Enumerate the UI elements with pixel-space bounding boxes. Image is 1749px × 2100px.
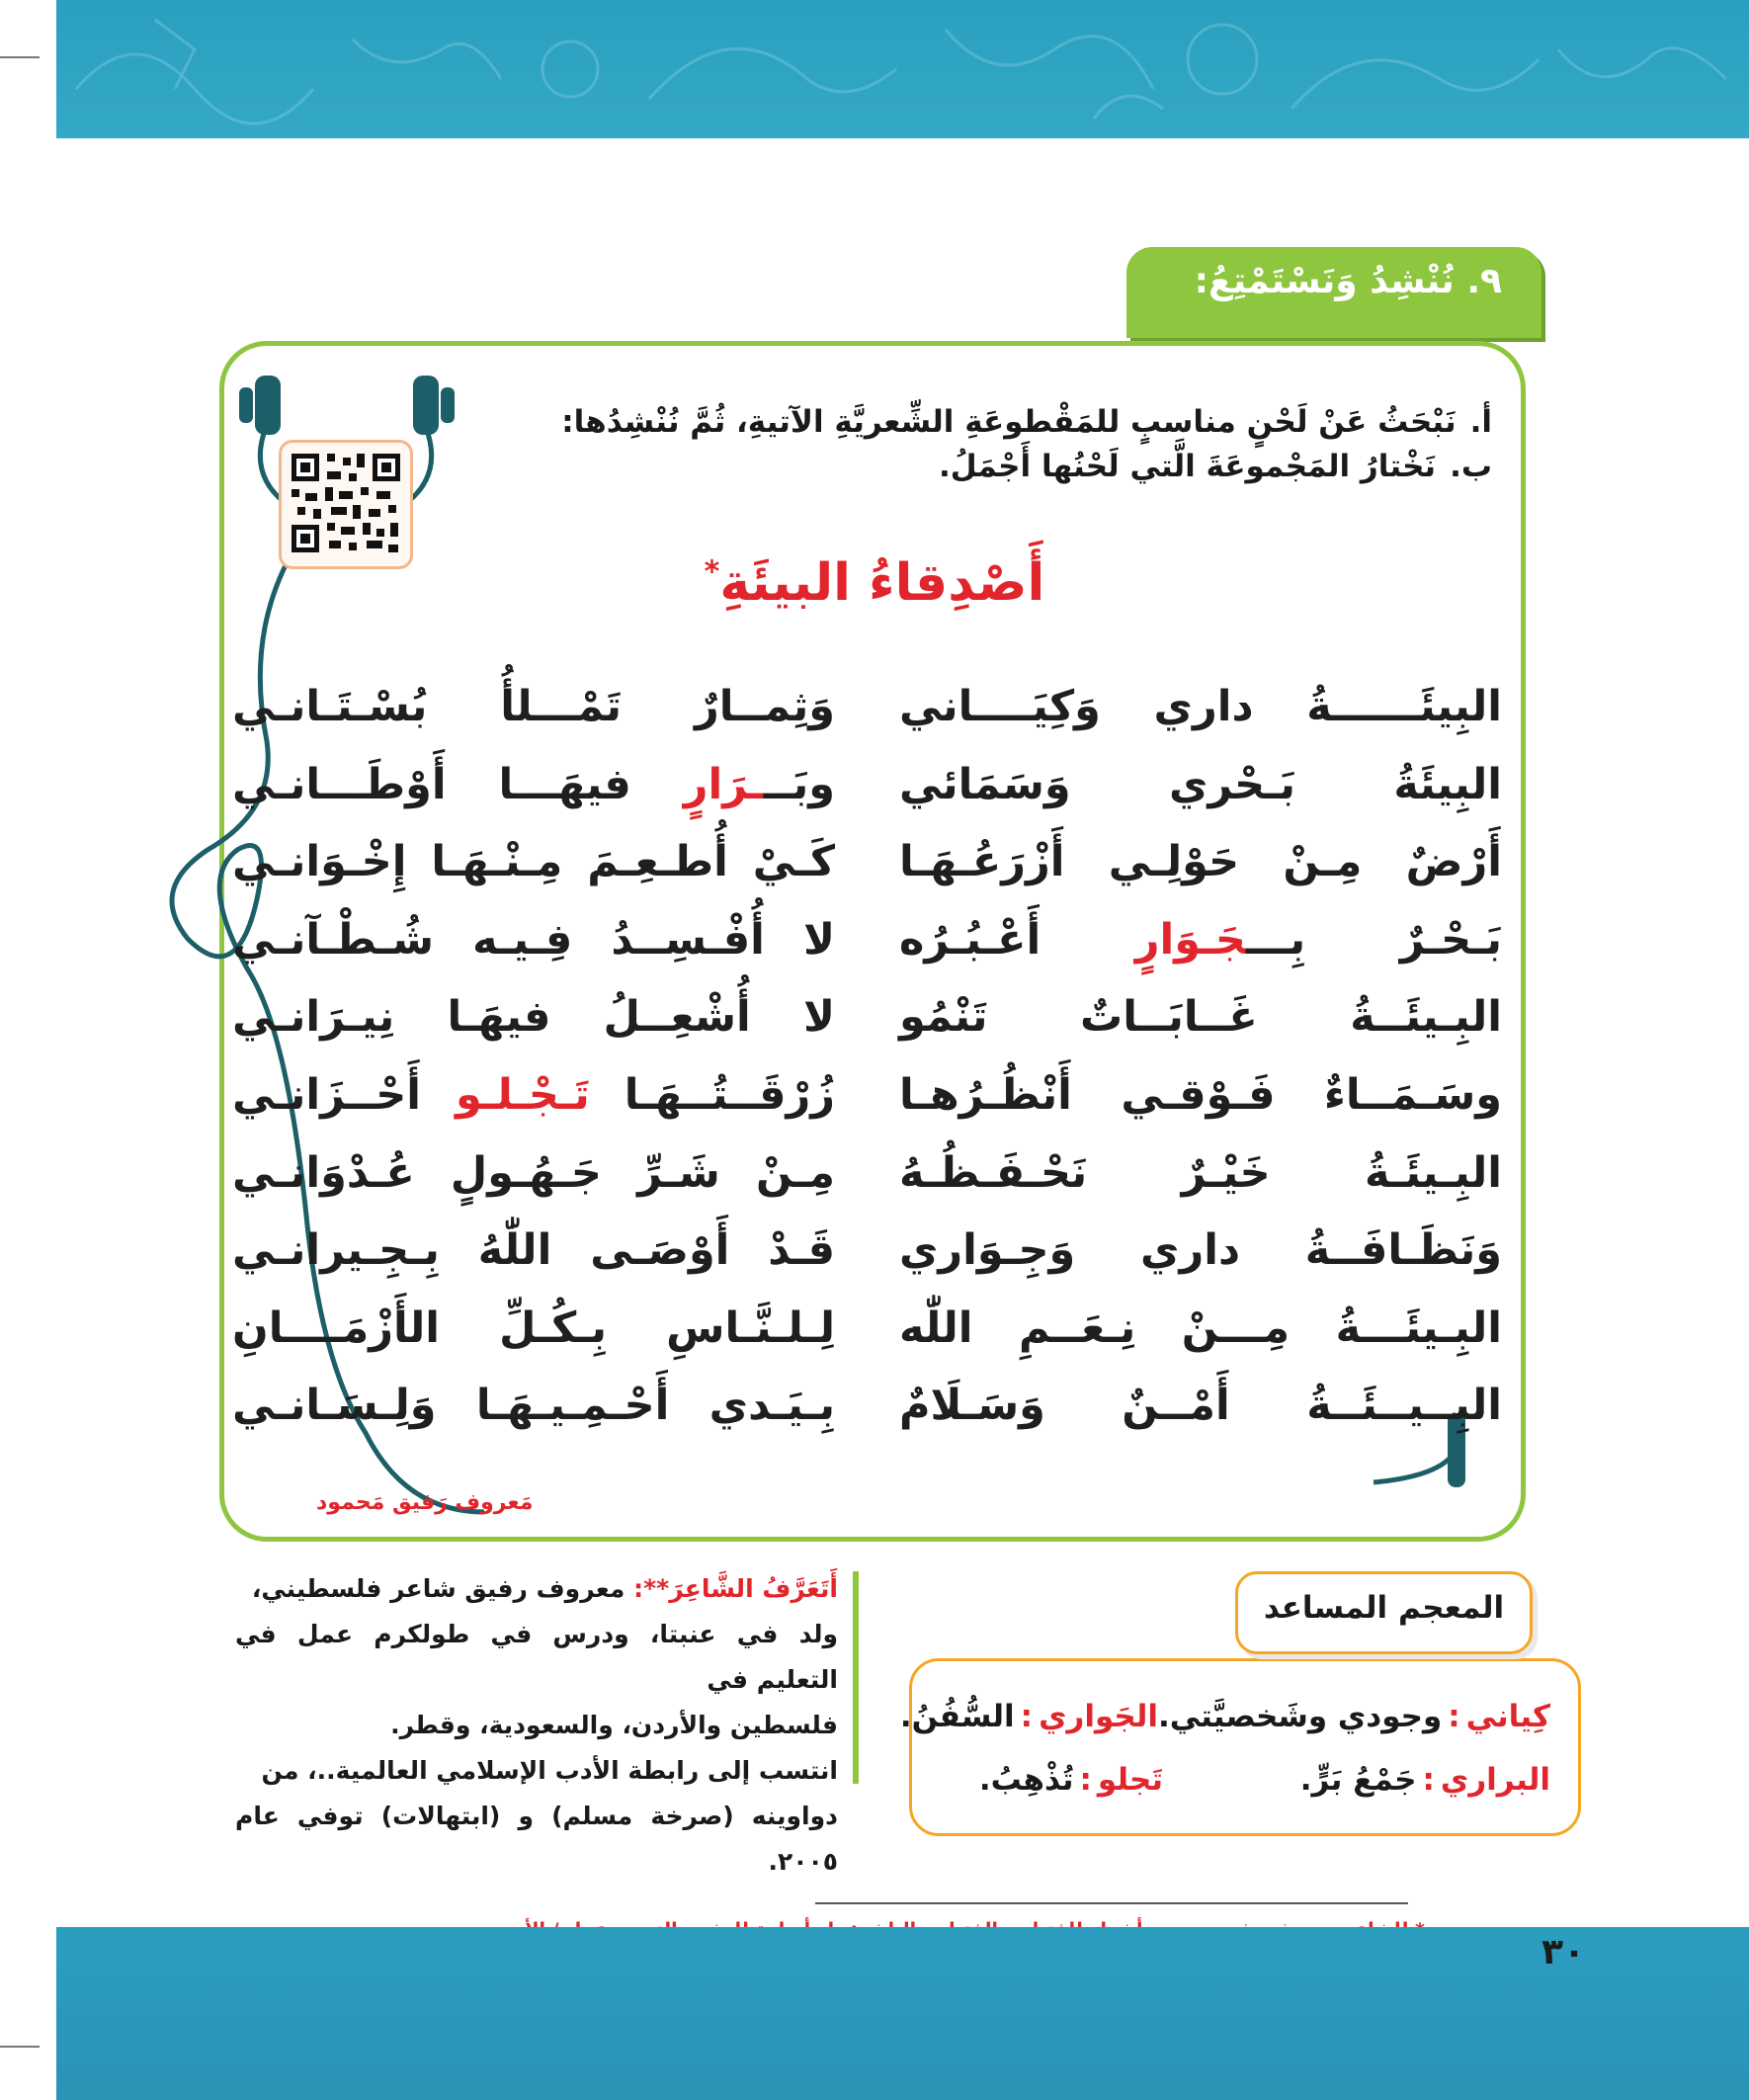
poem-verse [232, 915, 835, 993]
poem-verse [232, 992, 835, 1070]
poem-right-column [899, 682, 1502, 1459]
poem-title-text: أَصْدِقاءُ البيئَةِ [719, 553, 1045, 613]
dictionary-entry [900, 1699, 1158, 1734]
dictionary-definition: وجودي وشَخصيَّتي. [1158, 1699, 1443, 1734]
poem-verse-text: لِـلـنَّـاسِ بِـكُـلِّ الأَزْمَــــانِ [232, 1302, 835, 1353]
poem-verse [232, 760, 835, 838]
dictionary-definition: تُذْهِبُ. [978, 1762, 1074, 1798]
poem-verse [232, 1070, 835, 1148]
poem-highlighted-word: جَـوَارٍ [1134, 914, 1246, 965]
poem-verse [899, 1303, 1502, 1382]
poet-bio-line: دواوينه (صرخة مسلم) و (ابتهالات) توفي عام ٢٠٠٥. [235, 1802, 838, 1876]
dictionary-tab [1235, 1571, 1533, 1654]
poem-verse-text: وَنَظَـافَــةُ داري وَجِـوَاري [899, 1225, 1502, 1276]
dictionary-term: الجَواري [1039, 1699, 1158, 1734]
dictionary-box [899, 1658, 1581, 1836]
poem-verse-text: البِـيئَـةُ خَيْـرٌ نَحْـفَـظُـهُ [899, 1147, 1502, 1198]
dictionary-definition: جَمْعُ بَرٍّ. [1299, 1762, 1417, 1798]
poet-bio-line: انتسب إلى رابطة الأدب الإسلامي العالمية..، من [261, 1756, 838, 1785]
poem-title-footnote-mark: * [704, 554, 720, 590]
poem-verse-text: أَعْـبُـرُه [899, 914, 1135, 965]
poem-verse-text: كَـيْ أُطـعِـمَ مِـنْـهَـا إِخْـوَانـي [232, 837, 835, 887]
poem-verse-text: فيهَـــا أَوْطَـــانـي [232, 759, 684, 809]
dictionary-separator: : [1448, 1699, 1460, 1734]
poem-verse [899, 682, 1502, 760]
dictionary-title: المعجم المساعد [1263, 1590, 1505, 1626]
dictionary-term: كِياني [1465, 1699, 1550, 1734]
poem-title [0, 553, 1749, 613]
dictionary-separator: : [1079, 1762, 1092, 1798]
poem-verse-text: لا أُشْعِــلُ فيهَـا نِيـرَانـي [232, 992, 835, 1043]
poem-verse-text: زُرْقَــتُــهَـا [589, 1069, 835, 1120]
dictionary-separator: : [1020, 1699, 1034, 1734]
poem-verse-text: وسَـمَــاءٌ فَـوْقـي أَنْظُـرُهـا [899, 1069, 1502, 1120]
poem-verse [232, 1381, 835, 1459]
poem-verse [232, 837, 835, 915]
dictionary-separator: : [1422, 1762, 1435, 1798]
poem-verse [899, 915, 1502, 993]
page-number: ٣٠ [1541, 1932, 1585, 1973]
poem-verse [899, 1148, 1502, 1226]
poem-verse [232, 1225, 835, 1303]
poem-verse [232, 682, 835, 760]
poet-bio-line: ولد في عنبتا، ودرس في طولكرم عمل في التعليم في [235, 1620, 838, 1694]
instruction-b [405, 445, 1492, 489]
poem-author: مَعروف رَفيق مَحمود [316, 1490, 534, 1515]
poem-verse [899, 1225, 1502, 1303]
instruction-letter: ب. [1450, 448, 1492, 484]
footnote-divider [815, 1902, 1408, 1904]
poem-verse-text: أَرْضٌ مِـنْ حَوْلِـي أَزْرَعُـهَـا [899, 837, 1502, 887]
instruction-letter: أ. [1469, 404, 1492, 440]
poet-bio-line: معروف رفيق شاعر فلسطيني، [251, 1574, 625, 1603]
section-title: ٩. نُنْشِدُ وَنَسْتَمْتِعُ: [1194, 261, 1502, 301]
poem-verse [232, 1303, 835, 1382]
dictionary-entry [1158, 1699, 1550, 1734]
poem-highlighted-word: ـرَارٍ [683, 759, 764, 809]
dictionary-entry [1300, 1762, 1550, 1798]
poem-verse-text: بِـيَـدي أَحْـمِـيـهَـا وَلِـسَـانـي [232, 1381, 835, 1431]
poem-verse-text: قَـدْ أَوْصَـى اللّٰهُ بِـجِـيرانـي [232, 1225, 835, 1276]
bottom-banner [56, 1927, 1749, 2100]
poem-verse [899, 1070, 1502, 1148]
dictionary-entry [979, 1762, 1163, 1798]
poem-verse-text: لا أُفْـسِــدُ فِـيـه شُـطْـآنـي [232, 914, 835, 965]
top-banner [56, 0, 1749, 138]
poem-verse [232, 1148, 835, 1226]
instruction-a [405, 400, 1492, 445]
poem-verse-text: البِـيئَــةُ غَــابَــاتٌ تَنْمُو [899, 992, 1502, 1043]
bio-divider [853, 1571, 859, 1784]
dictionary-term: البراري [1440, 1762, 1550, 1798]
dictionary-term: تَجلو [1097, 1762, 1163, 1798]
poem-verse-text: أَحْــزَانـي [232, 1069, 456, 1120]
poem-verse [899, 837, 1502, 915]
poem-verse-text: مِـنْ شَـرِّ جَـهُـولٍ عُـدْوَانـي [232, 1147, 835, 1198]
crop-mark [0, 2046, 40, 2048]
crop-mark [0, 56, 40, 58]
poem-verse [899, 1381, 1502, 1459]
qr-code-frame[interactable] [279, 440, 413, 569]
banner-pattern [56, 0, 1749, 138]
poem-verse-text: البِيئَةُ بَـحْري وَسَمَائي [899, 759, 1502, 809]
poet-bio-heading: أَتَعَرَّفُ الشَّاعِرَ**: [633, 1574, 838, 1603]
poem-verse [899, 992, 1502, 1070]
poem-verse-text: البِيئَــــــةُ داري وَكِيَــــاني [899, 682, 1502, 731]
poet-bio-line: فلسطين والأردن، والسعودية، وقطر. [390, 1711, 838, 1739]
poet-bio [235, 1566, 838, 1885]
qr-code-icon [292, 454, 400, 552]
poem-verse-text: البِـيئَـــةُ مِـــنْ نِـعَــمِ اللّٰه [899, 1302, 1502, 1353]
instructions [405, 400, 1492, 489]
poem-verse-text: بَـحْـرٌ بِـــ [1245, 914, 1502, 965]
poem-verse-text: البِــيــئَــةُ أَمْــنٌ وَسَـلَامٌ [899, 1381, 1502, 1431]
poem-highlighted-word: تَـجْـلـو [455, 1069, 590, 1120]
instruction-text: نَخْتارُ المَجْموعَةَ الَّتي لَحْنُها أَجْمَلُ. [938, 448, 1437, 484]
poem-verse-text: وَثِمــارٌ تَمْـــلأُ بُسْـتَـانـي [232, 682, 835, 731]
instruction-text: نَبْحَثُ عَنْ لَحْنٍ مناسبٍ للمَقْطوعَةِ الشِّعريَّةِ الآتيةِ، ثُمَّ نُنْشِدُها: [561, 404, 1457, 440]
poem-left-column [232, 682, 835, 1459]
poem-verse [899, 760, 1502, 838]
dictionary-definition: السُّفُنُ. [899, 1699, 1015, 1734]
section-tab [1126, 247, 1541, 338]
poem-verse-text: وبَــ [763, 759, 835, 809]
